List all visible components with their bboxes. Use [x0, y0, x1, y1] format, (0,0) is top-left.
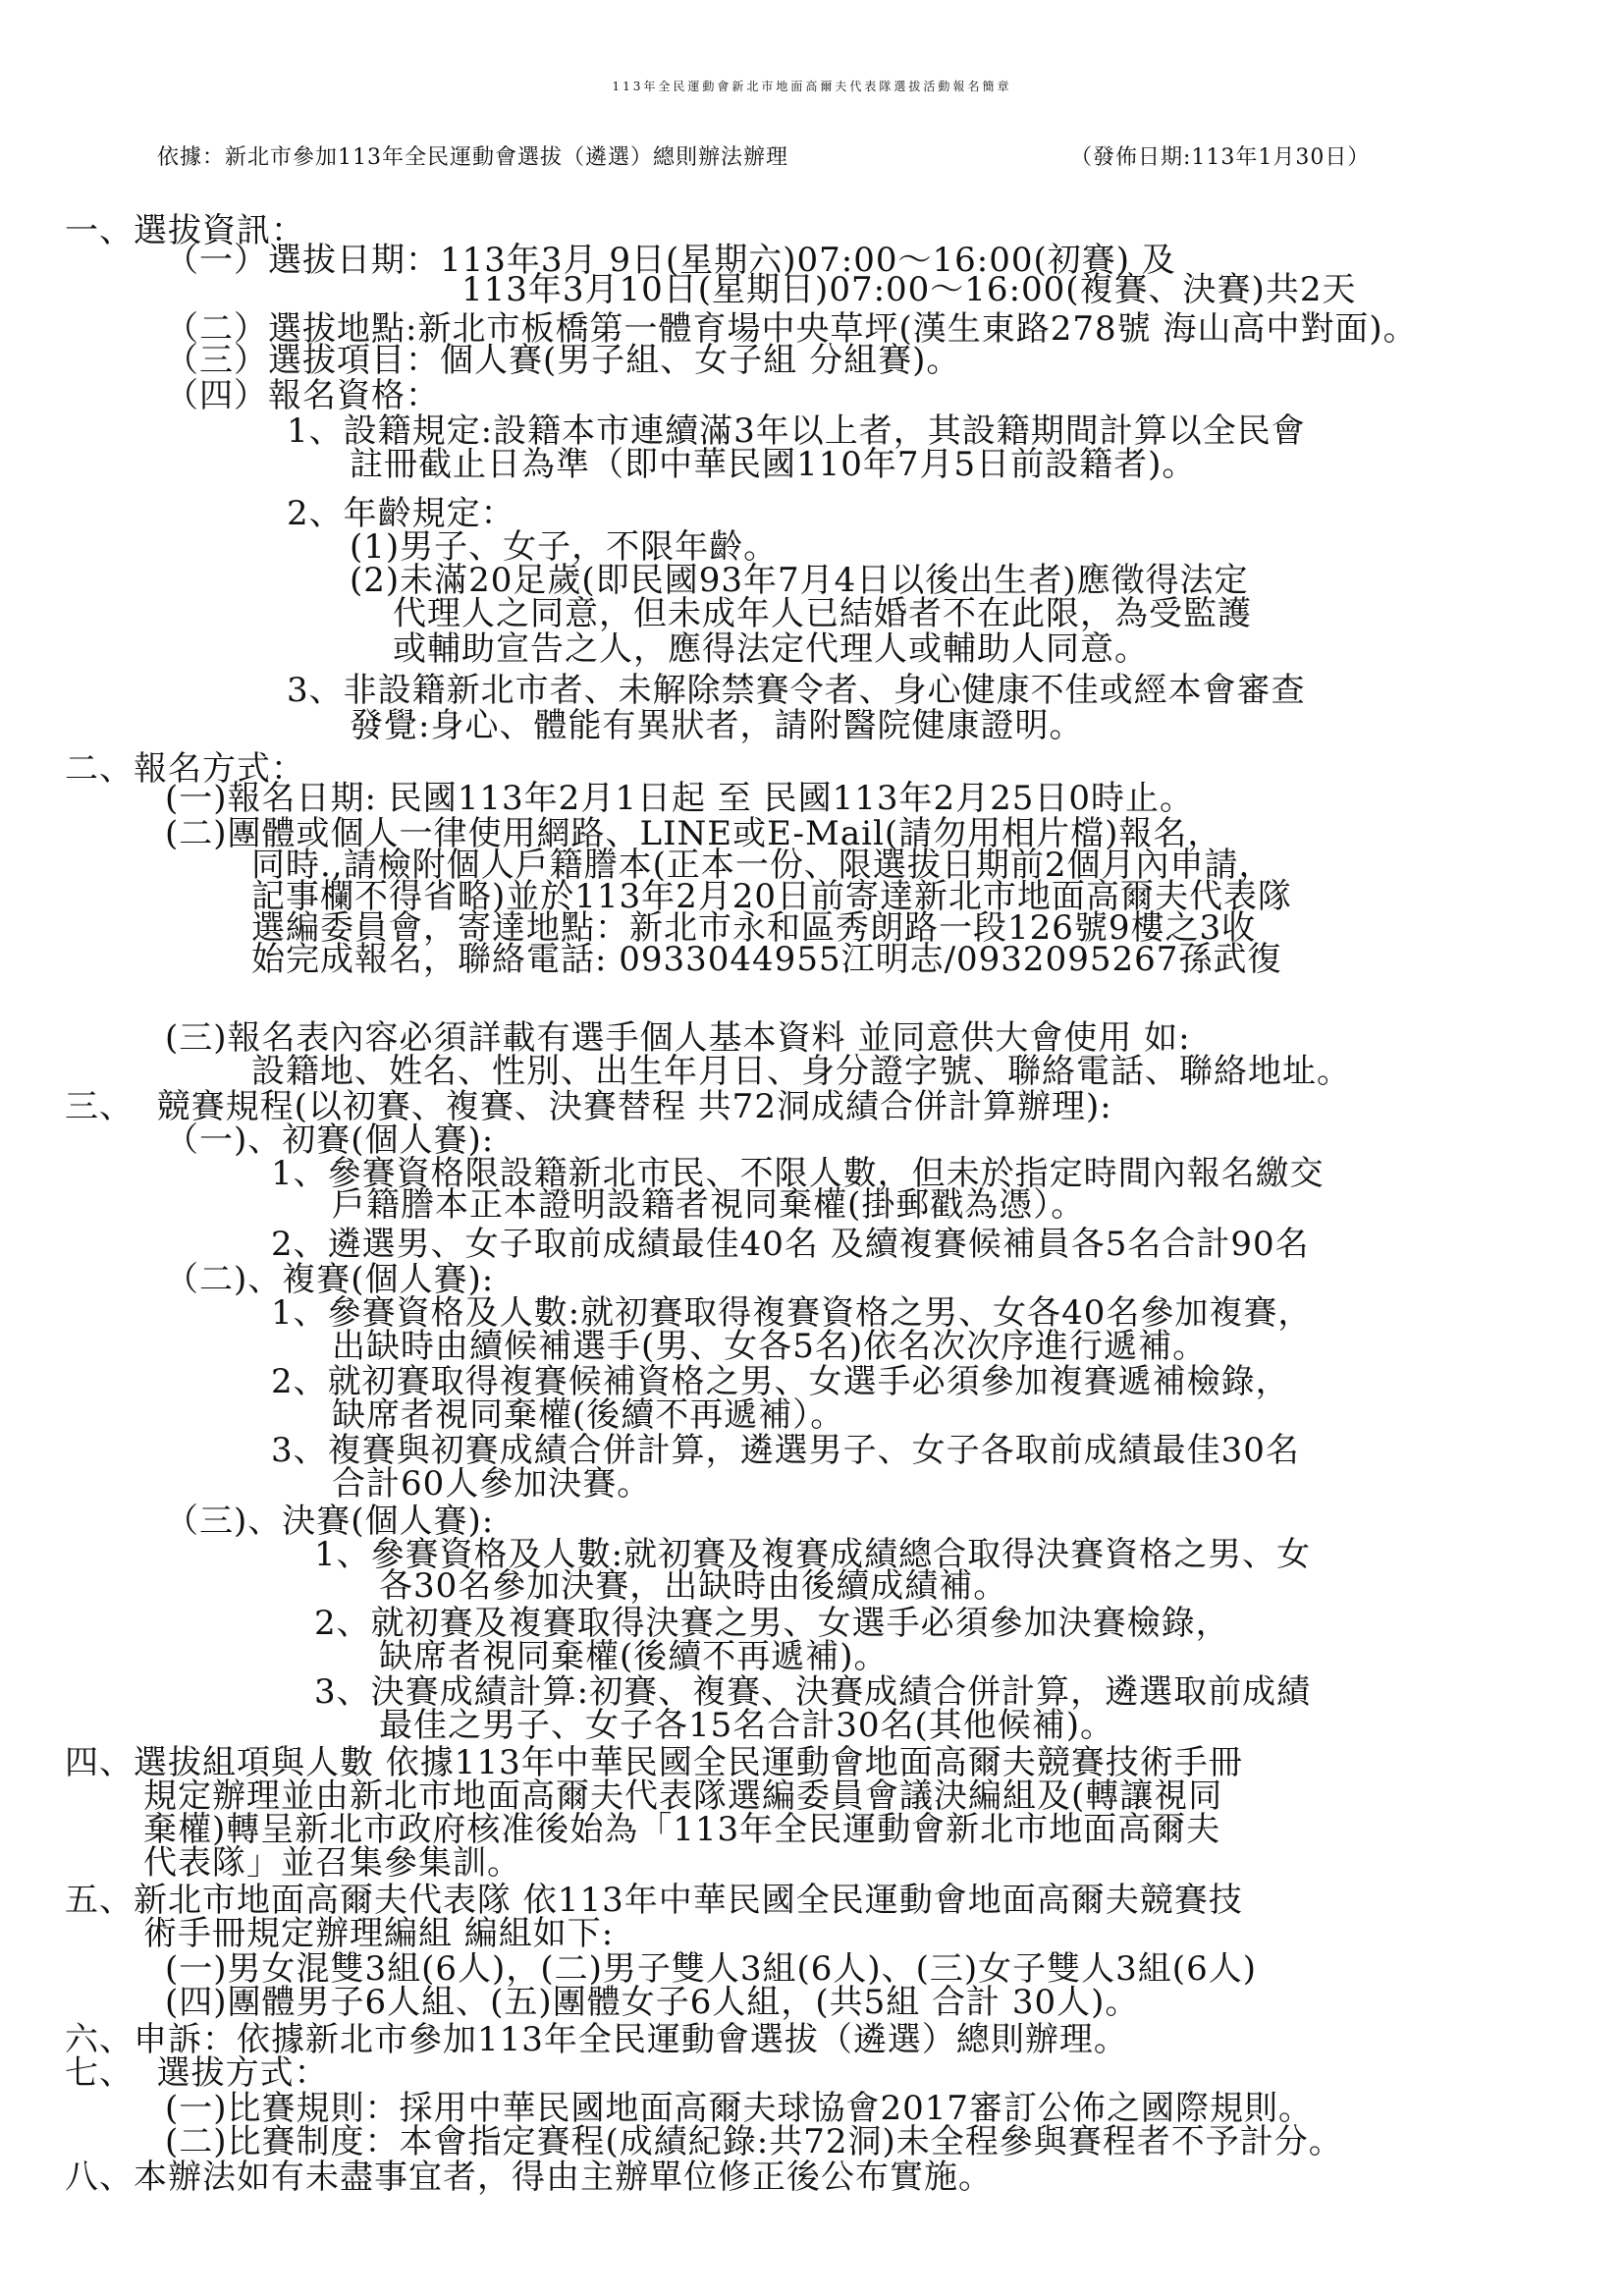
list-item: 棄權)轉呈新北市政府核准後始為「113年全民運動會新北市地面高爾夫	[143, 1810, 1221, 1849]
selection-venue: （二）選拔地點:新北市板橋第一體育場中央草坪(漢生東路278號 海山高中對面)。	[165, 309, 1418, 349]
list-item: 缺席者視同棄權(後續不再遞補)。	[379, 1637, 889, 1676]
list-item: 出缺時由續候補選手(男、女各5名)依名次次序進行遞補。	[332, 1327, 1208, 1366]
list-item: 記事欄不得省略)並於113年2月20日前寄達新北市地面高爾夫代表隊	[251, 877, 1293, 916]
list-item: (二)比賽制度：本會指定賽程(成績紀錄:共72洞)未全程參與賽程者不予計分。	[165, 2122, 1343, 2161]
contact-info: 始完成報名，聯絡電話: 0933044955江明志/0932095267孫武復	[251, 940, 1282, 979]
section-8-heading: 八、本辦法如有未盡事宜者，得由主辦單位修正後公布實施。	[65, 2158, 993, 2197]
list-item: (二)團體或個人一律使用網路、LINE或E-Mail(請勿用相片檔)報名，	[165, 814, 1222, 853]
list-item: 註冊截止日為準（即中華民國110年7月5日前設籍者)。	[350, 445, 1197, 484]
list-item: 各30名參加決賽，出缺時由後續成績補。	[379, 1566, 1008, 1606]
eligibility-heading: （四）報名資格：	[165, 376, 440, 415]
selection-date: （一）選拔日期：113年3月 9日(星期六)07:00～16:00(初賽) 及	[165, 241, 1176, 280]
list-item: 2、就初賽及複賽取得決賽之男、女選手必須參加決賽檢錄，	[314, 1604, 1230, 1643]
list-item: 1、參賽資格及人數:就初賽及複賽成績總合取得決賽資格之男、女	[314, 1535, 1312, 1574]
list-item: 3、決賽成績計算:初賽、複賽、決賽成績合併計算，遴選取前成績	[314, 1672, 1312, 1712]
list-item: 發覺:身心、體能有異狀者，請附醫院健康證明。	[350, 706, 1084, 745]
section-3-heading: 三、 競賽規程(以初賽、複賽、決賽替程 共72洞成績合併計算辦理):	[65, 1087, 1112, 1126]
list-item: (2)未滿20足歲(即民國93年7月4日以後出生者)應徵得法定	[350, 561, 1249, 600]
list-item: 缺席者視同棄權(後續不再遞補）。	[332, 1395, 845, 1435]
list-item: 1、設籍規定:設籍本市連續滿3年以上者，其設籍期間計算以全民會	[287, 411, 1306, 451]
list-item: (一)報名日期: 民國113年2月1日起 至 民國113年2月25日0時止。	[165, 779, 1194, 818]
list-item: 同時.,請檢附個人戶籍謄本(正本一份、限選拔日期前2個月內申請，	[251, 846, 1273, 885]
list-item: 1、參賽資格及人數:就初賽取得複賽資格之男、女各40名參加複賽，	[271, 1293, 1313, 1333]
document-title: 113年全民運動會新北市地面高爾夫代表隊選拔活動報名簡章	[612, 80, 1012, 93]
list-item: 設籍地、姓名、性別、出生年月日、身分證字號、聯絡電話、聯絡地址。	[251, 1052, 1351, 1091]
section-7-heading: 七、 選拔方式：	[65, 2053, 329, 2093]
regulation-basis: 依據：新北市參加113年全民運動會選拔（遴選）總則辦法辦理	[157, 145, 788, 170]
list-item: 戶籍謄本正本證明設籍者視同棄權(掛郵戳為憑）。	[332, 1185, 1086, 1225]
list-item: 2、就初賽取得複賽候補資格之男、女選手必須參加複賽遞補檢錄，	[271, 1362, 1290, 1401]
list-item: 代表隊」並召集參集訓。	[143, 1843, 521, 1883]
list-item: (一)比賽規則：採用中華民國地面高爾夫球協會2017審訂公佈之國際規則。	[165, 2089, 1314, 2128]
list-item: （三)、決賽(個人賽):	[165, 1502, 495, 1541]
list-item: (四)團體男子6人組、(五)團體女子6人組，(共5組 合計 30人)。	[165, 1983, 1140, 2022]
section-5-heading: 五、新北市地面高爾夫代表隊 依113年中華民國全民運動會地面高爾夫競賽技	[65, 1881, 1243, 1920]
list-item: 2、遴選男、女子取前成績最佳40名 及續複賽候補員各5名合計90名	[271, 1225, 1310, 1264]
section-2-heading: 二、報名方式：	[65, 749, 305, 789]
section-1-heading: 一、選拔資訊：	[65, 211, 305, 250]
section-4-heading: 四、選拔組項與人數 依據113年中華民國全民運動會地面高爾夫競賽技術手冊	[65, 1743, 1243, 1782]
list-item: 3、複賽與初賽成績合併計算，遴選男子、女子各取前成績最佳30名	[271, 1431, 1300, 1470]
list-item: (1)男子、女子，不限年齡。	[350, 527, 779, 567]
list-item: 3、非設籍新北市者、未解除禁賽令者、身心健康不佳或經本會審查	[287, 671, 1306, 710]
list-item: 1、參賽資格限設籍新北市民、不限人數，但未於指定時間內報名繳交	[271, 1154, 1325, 1193]
list-item: 或輔助宣告之人，應得法定代理人或輔助人同意。	[393, 629, 1149, 669]
list-item: （一)、初賽(個人賽):	[165, 1121, 495, 1160]
list-item: 術手冊規定辦理編組 編組如下:	[143, 1914, 615, 1953]
list-item: 代理人之同意，但未成年人已結婚者不在此限，為受監護	[393, 594, 1252, 633]
selection-events: （三）選拔項目：個人賽(男子組、女子組 分組賽)。	[165, 341, 961, 380]
section-6-heading: 六、申訴：依據新北市參加113年全民運動會選拔（遴選）總則辦理。	[65, 2020, 1128, 2059]
list-item: 規定辦理並由新北市地面高爾夫代表隊選編委員會議決編組及(轉讓視同	[143, 1777, 1223, 1816]
publish-date: （發佈日期:113年1月30日）	[1070, 145, 1371, 170]
selection-date-2: 113年3月10日(星期日)07:00～16:00(複賽、決賽)共2天	[461, 270, 1357, 309]
list-item: (三)報名表內容必須詳載有選手個人基本資料 並同意供大會使用 如:	[165, 1018, 1191, 1058]
list-item: 選編委員會，寄達地點：新北市永和區秀朗路一段126號9樓之3收	[251, 908, 1257, 948]
list-item: （二)、複賽(個人賽):	[165, 1260, 495, 1299]
list-item: 最佳之男子、女子各15名合計30名(其他候補)。	[379, 1706, 1115, 1745]
list-item: (一)男女混雙3組(6人)，(二)男子雙人3組(6人)、(三)女子雙人3組(6人)	[165, 1949, 1257, 1989]
list-item: 2、年齡規定：	[287, 494, 515, 533]
list-item: 合計60人參加決賽。	[332, 1464, 652, 1503]
